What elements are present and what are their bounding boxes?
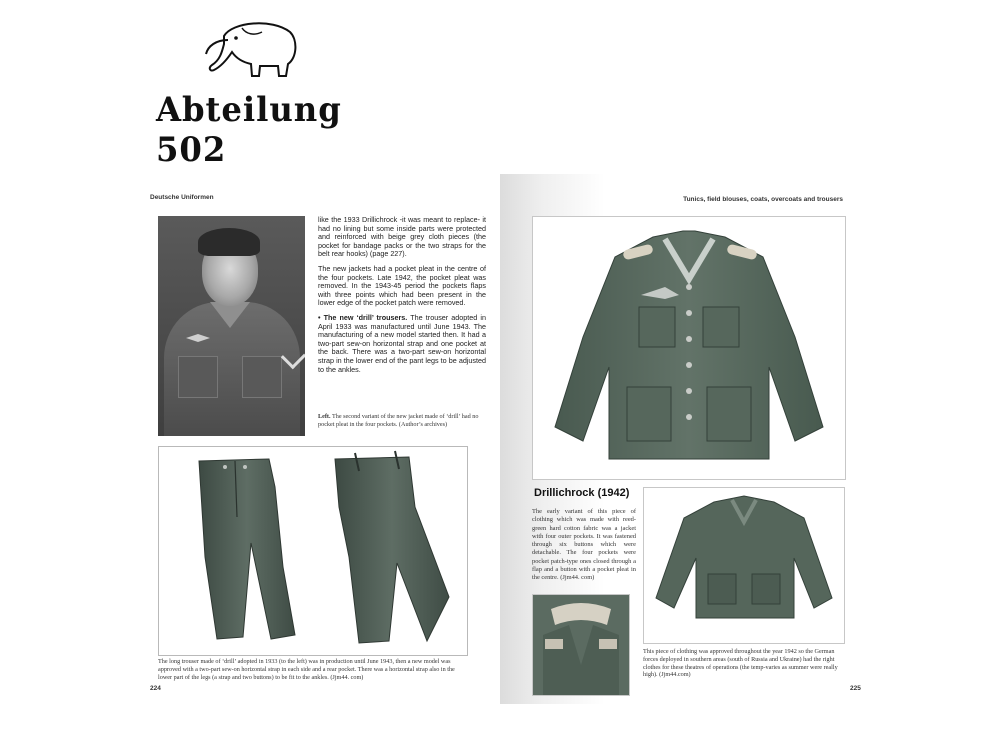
drill-jacket-small-illustration xyxy=(644,488,844,643)
trousers-caption: The long trouser made of ‘drill’ adopted in 1933 (to the left) was in production until June 1943, then a new model was approved with a two-part sew-on horizontal strap in each side and a rear pocket. There was a horizontal strap also in the lower part of the legs (a strap and two buttons) to be fit to the ankles. (Jjm44. com) xyxy=(158,658,455,681)
publisher-logo xyxy=(150,18,380,170)
paragraph-2: The new jackets had a pocket pleat in the centre of the four pockets. Late 1942, the pocket pleat was removed. In the 1943-45 period the pockets flaps with three points which had been present in the lower edge of the pocket patch were removed. xyxy=(318,263,486,308)
jacket-side-photo xyxy=(643,487,845,644)
collar-detail-photo xyxy=(532,594,630,696)
portrait-caption-label: Left. xyxy=(318,413,331,420)
left-page-number: 224 xyxy=(150,685,161,692)
paragraph-1: like the 1933 Drillichrock -it was meant to replace- it had no lining but some inside parts were protected and reinforced with beige grey cloth pieces (the pocket for bandage packs or the two straps for the belt rear hooks) (page 227). xyxy=(318,215,486,259)
left-running-head: Deutsche Uniformen xyxy=(150,194,214,201)
collar-illustration xyxy=(533,595,629,695)
trousers-heading: • The new ‘drill’ trousers. xyxy=(318,312,408,322)
left-body-text xyxy=(318,216,486,380)
right-body-text: The early variant of this piece of clothing which was made with reed-green hard cotton fabric was a jacket with four outer pockets. It was fastened through six buttons which were detachable. The four pockets were pocket patch-type ones closed through a flap and a button with a pocket pleat in the centre. (Jjm44. com) xyxy=(532,508,636,582)
portrait-pocket-left xyxy=(178,356,218,398)
trousers-illustration xyxy=(159,447,467,655)
right-caption: This piece of clothing was approved throughout the year 1942 so the German forces deployed in southern areas (south of Russia and Ukraine) had the right clothes for these theatres of operations (the temp-varies as summer were really high). (Jjm44.com) xyxy=(643,648,838,679)
mammoth-icon xyxy=(202,18,302,80)
jacket-front-photo xyxy=(532,216,846,480)
trousers-text: The trouser adopted in April 1933 was manufactured until June 1943. The manufacturing of a new model started then. It had a two-part sew-on horizontal strap and one pocket at the back. There was a two-part sew-on horizontal strap in the lower end of the pant legs to be adjusted to the ankles. xyxy=(318,312,486,374)
right-page-number: 225 xyxy=(850,685,861,692)
paragraph-3 xyxy=(318,314,486,374)
right-running-head: Tunics, field blouses, coats, overcoats and trousers xyxy=(683,196,843,203)
logo-wordmark: Abteilung 502 xyxy=(156,90,342,170)
portrait-caption-text: The second variant of the new jacket made of ‘drill’ had no pocket pleat in the four pockets. (Author’s archives) xyxy=(318,413,479,428)
soldier-portrait-photo xyxy=(158,216,305,436)
portrait-hair xyxy=(198,228,260,256)
section-title: Drillichrock (1942) xyxy=(534,487,630,499)
portrait-pocket-right xyxy=(242,356,282,398)
drill-jacket-illustration xyxy=(533,217,845,479)
trousers-photo xyxy=(158,446,468,656)
portrait-caption xyxy=(318,413,486,429)
